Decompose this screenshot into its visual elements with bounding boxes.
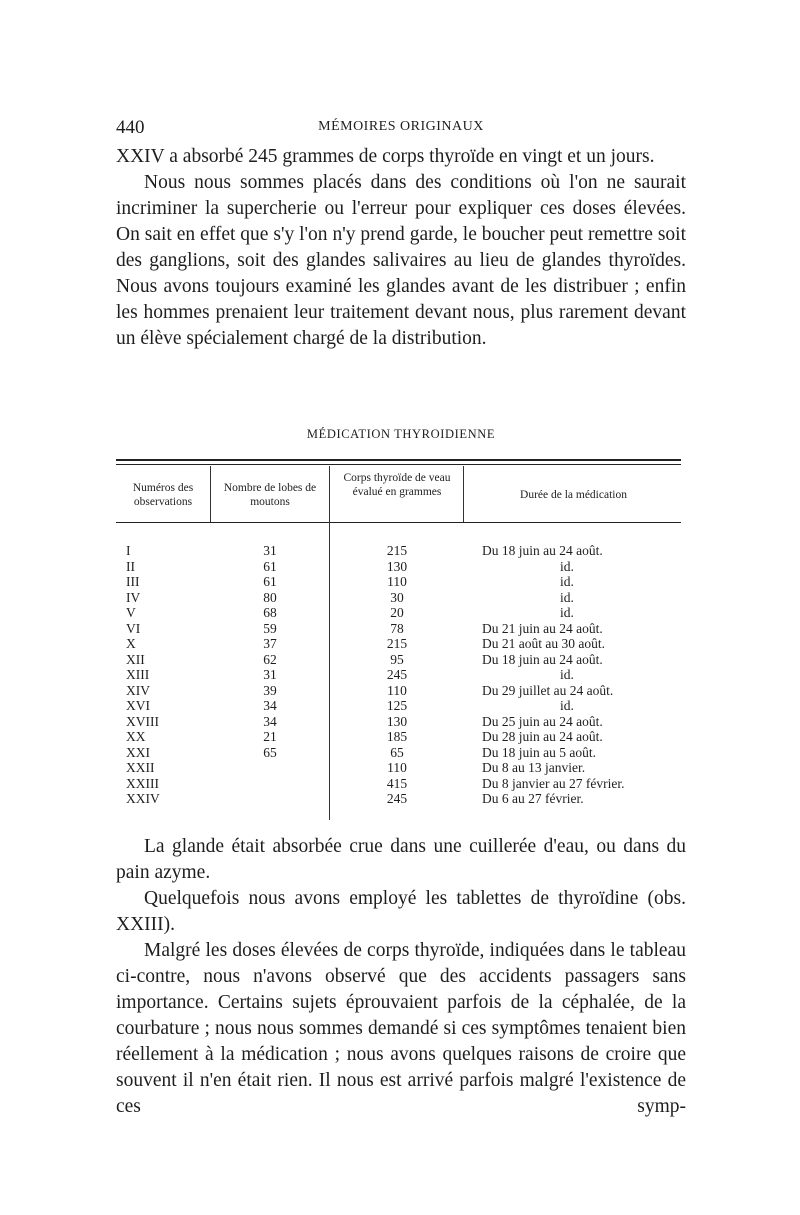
cell-lobes: 39 — [263, 682, 277, 698]
cell-duree: id. — [560, 589, 574, 605]
col-header-observations: Numéros des observations — [132, 482, 194, 508]
cell-corps: 130 — [386, 558, 408, 574]
cell-lobes — [212, 776, 328, 792]
cell-corps: 110 — [387, 682, 407, 698]
cell-corps: 415 — [386, 775, 408, 791]
running-title: MÉMOIRES ORIGINAUX — [318, 119, 484, 134]
cell-duree: id. — [560, 605, 574, 620]
cell-corps: 30 — [390, 589, 404, 605]
cell-corps: 78 — [390, 620, 404, 636]
cell-lobes: 37 — [263, 636, 277, 651]
cell-observation: XXIII — [126, 775, 159, 791]
cell-observation: X — [126, 636, 136, 651]
cell-lobes: 61 — [263, 574, 277, 589]
cell-corps: 130 — [386, 713, 408, 729]
cell-observation: XXI — [126, 744, 150, 760]
cell-corps: 110 — [387, 760, 407, 775]
cell-duree: Du 29 juillet au 24 août. — [482, 682, 614, 698]
body-text-bottom — [116, 834, 686, 1120]
cell-duree: Du 18 juin au 5 août. — [482, 744, 596, 760]
cell-duree: Du 18 juin au 24 août. — [482, 543, 603, 558]
page-header — [116, 117, 686, 139]
cell-corps: 110 — [387, 574, 407, 589]
cell-observation: VI — [126, 620, 141, 636]
col-header-corps: Corps thyroïde de veau évalué en grammes — [343, 472, 451, 498]
paragraph: La glande était absorbée crue dans une cuillerée d'eau, ou dans du pain azyme. — [116, 836, 686, 883]
cell-lobes: 61 — [263, 558, 277, 574]
cell-duree: Du 21 juin au 24 août. — [482, 620, 603, 636]
cell-corps: 215 — [386, 543, 408, 558]
cell-lobes: 31 — [263, 543, 277, 558]
cell-corps: 185 — [386, 729, 408, 744]
cell-lobes: 34 — [263, 713, 277, 729]
column-lobes — [212, 543, 328, 807]
cell-lobes: 80 — [263, 589, 277, 605]
paragraph: XXIV a absorbé 245 grammes de corps thyroïde en vingt et un jours. — [116, 146, 655, 167]
column-corps — [332, 543, 462, 807]
cell-observation: XIV — [126, 682, 150, 698]
cell-observation: XIII — [126, 667, 150, 682]
cell-corps: 20 — [390, 605, 404, 620]
cell-duree: Du 8 au 13 janvier. — [482, 760, 586, 775]
cell-lobes: 31 — [263, 667, 277, 682]
paragraph: Malgré les doses élevées de corps thyroïde, indiquées dans le tableau ci-contre, nous n'avons observé que des accidents passagers sans importance. Certains sujets éprouvaient parfois de la céphalée, de la courbature ; nous nous sommes demandé si ces symptômes tenaient bien réellement à la médication ; nous avons quelques raisons de croire que souvent il n'en était rien. Il nous est arrivé parfois malgré l'existence de ces symp- — [116, 940, 686, 1117]
cell-lobes — [212, 760, 328, 776]
cell-observation: XII — [126, 651, 145, 667]
cell-duree: Du 18 juin au 24 août. — [482, 651, 603, 667]
column-divider — [329, 466, 330, 820]
column-duree — [482, 543, 697, 807]
cell-lobes: 34 — [263, 698, 277, 713]
cell-corps: 95 — [390, 651, 404, 667]
cell-observation: XXII — [126, 760, 155, 775]
cell-duree: id. — [560, 698, 574, 713]
body-text-top — [116, 144, 686, 352]
cell-corps: 65 — [390, 744, 404, 760]
cell-lobes: 62 — [263, 651, 277, 667]
cell-duree: Du 6 au 27 février. — [482, 791, 584, 806]
cell-duree: Du 8 janvier au 27 février. — [482, 775, 625, 791]
paragraph: Nous nous sommes placés dans des conditions où l'on ne saurait incriminer la supercherie ou l'erreur pour expliquer ces doses élevées. On sait en effet que s'y l'on n'y prend garde, le boucher peut remettre soit des ganglions, soit des glandes salivaires au lieu de glandes thyroïdes. Nous avons toujours examiné les glandes avant de les distribuer ; enfin les hommes prenaient leur traitement devant nous, plus rarement devant un élève spécialement chargé de la distribution. — [116, 172, 686, 349]
table-top-rule-thin — [116, 464, 681, 465]
cell-corps: 125 — [386, 698, 408, 713]
cell-observation: I — [126, 543, 131, 558]
cell-duree: id. — [560, 558, 574, 574]
col-header-lobes: Nombre de lobes de moutons — [223, 482, 317, 508]
table-top-rule — [116, 459, 681, 461]
cell-lobes — [212, 791, 328, 807]
cell-observation: XVI — [126, 698, 150, 713]
cell-duree: Du 21 août au 30 août. — [482, 636, 605, 651]
col-header-duree: Durée de la médication — [520, 489, 627, 501]
cell-duree: Du 25 juin au 24 août. — [482, 713, 603, 729]
cell-observation: XX — [126, 729, 146, 744]
cell-duree: id. — [560, 574, 574, 589]
cell-duree: Du 28 juin au 24 août. — [482, 729, 603, 744]
cell-observation: XXIV — [126, 791, 160, 806]
cell-observation: III — [126, 574, 140, 589]
cell-observation: V — [126, 605, 136, 620]
header-bottom-rule — [116, 522, 681, 523]
cell-corps: 215 — [386, 636, 408, 651]
paragraph: Quelquefois nous avons employé les tablettes de thyroïdine (obs. XXIII). — [116, 888, 686, 935]
column-observations — [126, 543, 206, 807]
cell-observation: IV — [126, 589, 141, 605]
table-caption: MÉDICATION THYROIDIENNE — [306, 427, 496, 441]
cell-lobes: 68 — [263, 605, 277, 620]
column-divider — [463, 466, 464, 522]
page-number: 440 — [116, 117, 145, 138]
cell-lobes: 21 — [263, 729, 277, 744]
cell-lobes: 59 — [263, 620, 277, 636]
cell-corps: 245 — [386, 667, 408, 682]
cell-observation: II — [126, 558, 135, 574]
column-divider — [210, 466, 211, 522]
cell-observation: XVIII — [126, 713, 159, 729]
cell-corps: 245 — [386, 791, 408, 806]
cell-duree: id. — [560, 667, 574, 682]
cell-lobes: 65 — [263, 744, 277, 760]
